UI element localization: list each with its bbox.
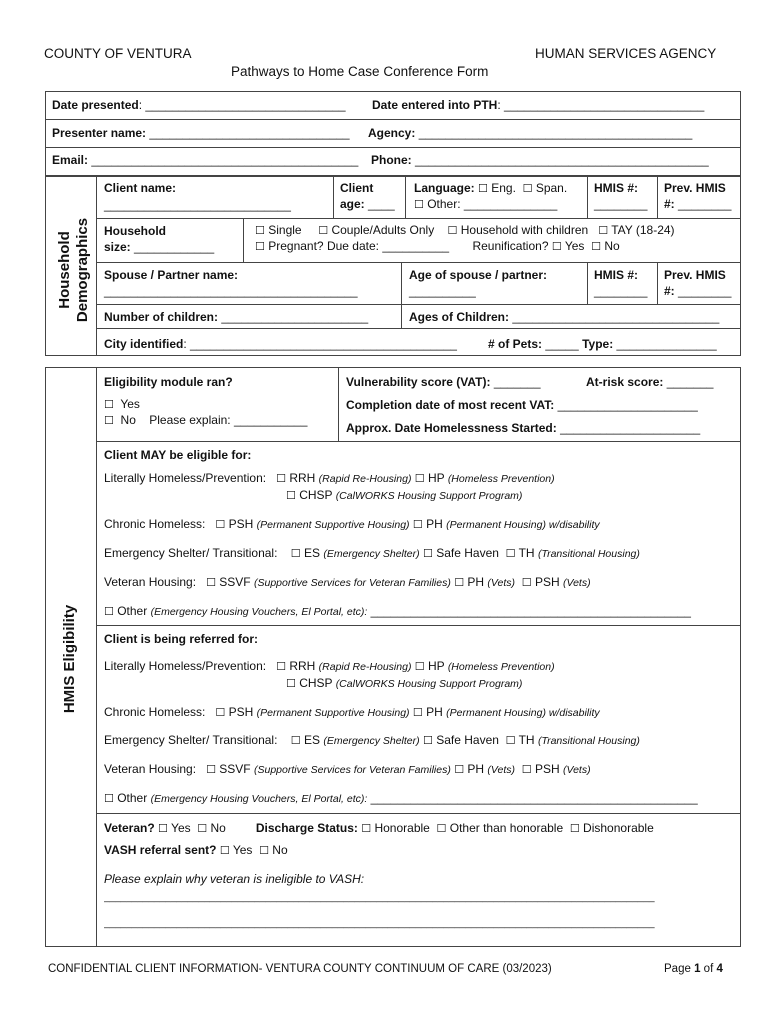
checkbox[interactable]: ☐	[276, 472, 286, 485]
hmis-input[interactable]: ________	[594, 197, 648, 211]
divider	[405, 176, 406, 218]
eligible-chsp: ☐ CHSP (CalWORKS Housing Support Program)	[286, 488, 523, 502]
checkbox[interactable]: ☐	[290, 734, 301, 747]
checkbox[interactable]: ☐	[255, 240, 265, 253]
checkbox[interactable]: ☐	[158, 822, 168, 835]
phone-line: ____________________________________________	[415, 153, 709, 167]
date-presented-line: : ______________________________	[138, 98, 346, 112]
checkbox[interactable]: ☐	[505, 547, 516, 560]
divider	[96, 176, 97, 356]
module-yes-option[interactable]: ☐ Yes	[104, 397, 140, 411]
spouse-name-label: Spouse / Partner name:	[104, 268, 239, 282]
checkbox[interactable]: ☐	[521, 576, 532, 589]
language-field: Language: ☐ Eng. ☐ Span.	[414, 181, 568, 195]
eligible-literally-homeless: Literally Homeless/Prevention: ☐ RRH (Rapid Re-Housing) ☐ HP (Homeless Prevention)	[104, 471, 555, 485]
checkbox: ☐	[414, 198, 424, 211]
module-ran-label: Eligibility module ran?	[104, 375, 233, 389]
vat-field[interactable]: Vulnerability score (VAT): _______	[346, 375, 541, 389]
spouse-prev-hmis-input[interactable]: #: ________	[664, 284, 732, 298]
spouse-age-label: Age of spouse / partner:	[409, 268, 548, 282]
vash-question: VASH referral sent? ☐ Yes ☐ No	[104, 843, 288, 857]
household-type-options: ☐ Single ☐ Couple/Adults Only ☐ Household with children ☐ TAY (18-24)	[255, 223, 675, 237]
checkbox[interactable]: ☐	[219, 844, 230, 857]
num-children-field[interactable]: Number of children: ______________________	[104, 310, 369, 324]
date-presented-field[interactable]	[52, 98, 346, 112]
checkbox[interactable]: ☐	[436, 822, 447, 835]
presenter-line: ______________________________	[149, 126, 350, 140]
checkbox[interactable]: ☐	[286, 489, 296, 502]
referred-emergency: Emergency Shelter/ Transitional: ☐ ES (Emergency Shelter) ☐ Safe Haven ☐ TH (Transitional Housing)	[104, 733, 640, 747]
household-size-label: Household	[104, 224, 166, 238]
presenter-field[interactable]	[52, 126, 350, 140]
prev-hmis-label: Prev. HMIS	[664, 181, 726, 195]
footer-confidential: CONFIDENTIAL CLIENT INFORMATION- VENTURA COUNTY CONTINUUM OF CARE (03/2023)	[48, 963, 552, 975]
email-line: ________________________________________	[91, 153, 359, 167]
household-size-field[interactable]: size: ____________	[104, 240, 215, 254]
agency-field[interactable]	[368, 126, 692, 140]
checkbox: ☐	[104, 792, 114, 805]
being-referred-heading: Client is being referred for:	[104, 632, 259, 646]
divider	[587, 176, 588, 218]
checkbox: ☐	[104, 605, 114, 618]
module-no-option[interactable]: ☐ No Please explain: ___________	[104, 413, 308, 427]
city-field[interactable]: City identified: ________________________________________	[104, 337, 457, 351]
checkbox[interactable]: ☐	[569, 822, 580, 835]
divider	[96, 441, 741, 442]
divider	[96, 367, 97, 947]
checkbox[interactable]: ☐	[286, 677, 296, 690]
homelessness-date-field[interactable]: Approx. Date Homelessness Started: _____________________	[346, 421, 701, 435]
checkbox[interactable]: ☐	[414, 660, 425, 673]
client-name-input[interactable]: ____________________________	[104, 198, 291, 212]
spouse-hmis-input[interactable]: ________	[594, 284, 648, 298]
vat-completion-field[interactable]: Completion date of most recent VAT: _____________________	[346, 398, 698, 412]
phone-label: Phone:	[371, 153, 412, 167]
referred-veteran: Veteran Housing: ☐ SSVF (Supportive Services for Veteran Families) ☐ PH (Vets) ☐ PSH (Vets)	[104, 762, 591, 776]
prev-hmis-input[interactable]: #: ________	[664, 197, 732, 211]
client-name-label: Client name:	[104, 181, 177, 195]
pregnancy-options: ☐ Pregnant? Due date: __________ Reunification? ☐ Yes ☐ No	[255, 239, 620, 253]
eligible-emergency: Emergency Shelter/ Transitional: ☐ ES (Emergency Shelter) ☐ Safe Haven ☐ TH (Transitional Housing)	[104, 546, 640, 560]
divider	[587, 262, 588, 304]
checkbox[interactable]: ☐	[505, 734, 516, 747]
checkbox[interactable]: ☐	[551, 240, 562, 253]
divider	[338, 367, 339, 441]
checkbox[interactable]: ☐	[412, 518, 423, 531]
divider	[96, 304, 741, 305]
divider	[243, 218, 244, 262]
client-age-label: Client	[340, 181, 374, 195]
email-label: Email:	[52, 153, 89, 167]
divider	[333, 176, 334, 218]
checkbox[interactable]: ☐	[276, 660, 286, 673]
eligible-veteran: Veteran Housing: ☐ SSVF (Supportive Services for Veteran Families) ☐ PH (Vets) ☐ PSH (Vets)	[104, 575, 591, 589]
vash-explain-line-1[interactable]: ___________________________________________________________________________________________________	[104, 892, 655, 903]
spouse-age-input[interactable]: __________	[409, 284, 476, 298]
ages-children-field[interactable]: Ages of Children: _______________________________	[409, 310, 720, 324]
referred-chronic: Chronic Homeless: ☐ PSH (Permanent Supportive Housing) ☐ PH (Permanent Housing) w/disability	[104, 705, 600, 719]
hmis-label: HMIS #:	[594, 181, 639, 195]
date-entered-field[interactable]	[372, 98, 704, 112]
eligible-chronic: Chronic Homeless: ☐ PSH (Permanent Supportive Housing) ☐ PH (Permanent Housing) w/disability	[104, 517, 600, 531]
checkbox[interactable]: ☐	[422, 547, 433, 560]
email-field[interactable]	[52, 153, 358, 167]
agency-name: HUMAN SERVICES AGENCY	[535, 46, 717, 61]
checkbox[interactable]: ☐	[447, 224, 458, 237]
checkbox[interactable]: ☐	[591, 240, 601, 253]
form-title: Pathways to Home Case Conference Form	[231, 64, 489, 79]
veteran-question: Veteran? ☐ Yes ☐ No Discharge Status: ☐ Honorable ☐ Other than honorable ☐ Dishonorable	[104, 821, 654, 835]
checkbox[interactable]: ☐	[412, 706, 423, 719]
checkbox[interactable]: ☐	[422, 734, 433, 747]
may-be-eligible-heading: Client MAY be eligible for:	[104, 448, 252, 462]
checkbox[interactable]: ☐	[598, 224, 609, 237]
checkbox[interactable]: ☐	[206, 576, 216, 589]
divider	[657, 176, 658, 218]
at-risk-field[interactable]: At-risk score: _______	[586, 375, 714, 389]
vash-explain-line-2[interactable]: ___________________________________________________________________________________________________	[104, 918, 655, 929]
divider	[96, 625, 741, 626]
divider	[96, 262, 741, 263]
checkbox[interactable]: ☐	[478, 182, 488, 195]
checkbox[interactable]: ☐	[361, 822, 372, 835]
vash-explain-label: Please explain why veteran is ineligible to VASH:	[104, 872, 365, 886]
checkbox[interactable]: ☐	[522, 182, 533, 195]
checkbox[interactable]: ☐	[454, 576, 465, 589]
divider	[45, 147, 741, 148]
county-name: COUNTY OF VENTURA	[44, 46, 192, 61]
eligible-other[interactable]: ☐ Other (Emergency Housing Vouchers, El Portal, etc): ________________________________________________	[104, 604, 691, 618]
date-presented-label: Date presented	[52, 98, 139, 112]
divider	[96, 328, 741, 329]
checkbox[interactable]: ☐	[215, 518, 226, 531]
divider	[401, 262, 402, 328]
checkbox[interactable]: ☐	[259, 844, 269, 857]
checkbox[interactable]: ☐	[521, 763, 532, 776]
referred-chsp: ☐ CHSP (CalWORKS Housing Support Program)	[286, 676, 523, 690]
eligibility-section-title: HMIS Eligibility	[61, 604, 78, 714]
client-age-field[interactable]: age: ____	[340, 197, 395, 211]
presenter-label: Presenter name:	[52, 126, 147, 140]
household-section-title: Household Demographics	[56, 217, 91, 323]
phone-field[interactable]	[371, 153, 709, 167]
date-entered-line: : ______________________________	[497, 98, 705, 112]
divider	[96, 218, 741, 219]
spouse-hmis-label: HMIS #:	[594, 268, 639, 282]
agency-line: _________________________________________	[418, 126, 693, 140]
pets-field[interactable]: # of Pets: _____ Type: _______________	[488, 337, 717, 351]
checkbox: ☐	[104, 398, 114, 411]
checkbox[interactable]: ☐	[318, 224, 329, 237]
spouse-name-input[interactable]: ______________________________________	[104, 284, 358, 298]
checkbox[interactable]: ☐	[255, 224, 265, 237]
divider	[96, 813, 741, 814]
date-entered-label: Date entered into PTH	[372, 98, 498, 112]
language-other-field[interactable]: ☐ Other: ______________	[414, 197, 558, 211]
checkbox: ☐	[104, 414, 114, 427]
checkbox[interactable]: ☐	[290, 547, 301, 560]
agency-label: Agency:	[368, 126, 416, 140]
checkbox[interactable]: ☐	[206, 763, 216, 776]
divider	[657, 262, 658, 304]
divider	[45, 119, 741, 120]
checkbox[interactable]: ☐	[215, 706, 226, 719]
referred-other[interactable]: ☐ Other (Emergency Housing Vouchers, El Portal, etc): _________________________________________________	[104, 791, 698, 805]
checkbox[interactable]: ☐	[414, 472, 425, 485]
checkbox[interactable]: ☐	[454, 763, 465, 776]
referred-literally-homeless: Literally Homeless/Prevention: ☐ RRH (Rapid Re-Housing) ☐ HP (Homeless Prevention)	[104, 659, 555, 673]
spouse-prev-hmis-label: Prev. HMIS	[664, 268, 726, 282]
checkbox[interactable]: ☐	[197, 822, 208, 835]
page-number: Page 1 of 4	[664, 963, 723, 975]
